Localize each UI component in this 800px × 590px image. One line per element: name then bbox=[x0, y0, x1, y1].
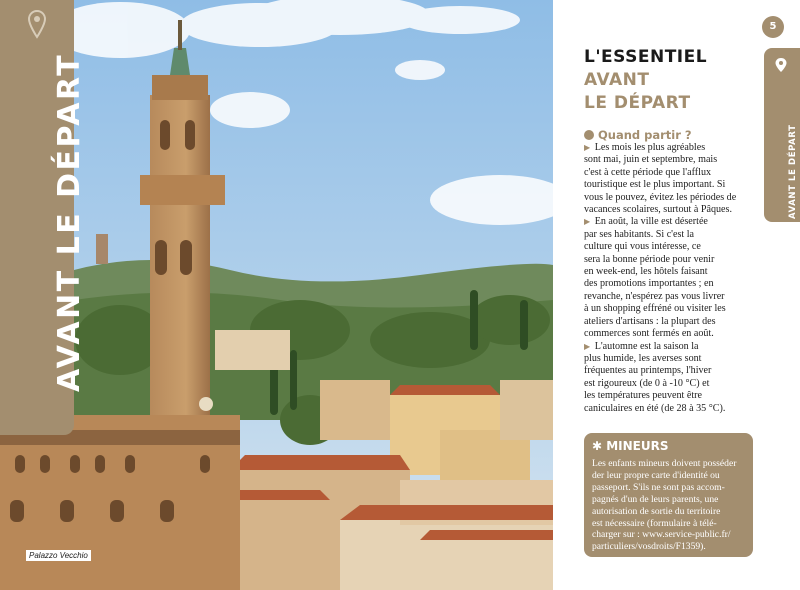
page-heading bbox=[584, 46, 707, 115]
heading-line-3: LE DÉPART bbox=[584, 93, 691, 113]
triangle-bullet-icon: ▶ bbox=[584, 143, 591, 152]
text-line: der leur propre carte d'identité ou bbox=[592, 469, 720, 481]
side-tab-label: AVANT LE DÉPART bbox=[788, 124, 798, 219]
text-line: vous le pouvez, évitez les périodes de bbox=[584, 191, 737, 203]
section-title bbox=[584, 128, 692, 142]
text-line: commerces sont fermés en août. bbox=[584, 328, 714, 340]
map-pin-icon bbox=[28, 10, 46, 40]
text-line: ▶ En août, la ville est désertée bbox=[584, 216, 708, 228]
heading-line-2: AVANT bbox=[584, 70, 650, 90]
photo-caption: Palazzo Vecchio bbox=[26, 550, 91, 561]
text-line: fréquentes au printemps, l'hiver bbox=[584, 365, 712, 377]
text-line: charger sur : www.service-public.fr/ bbox=[592, 529, 731, 541]
page-number: 5 bbox=[762, 16, 784, 38]
text-line: est rigoureux (de 0 à -10 °C) et bbox=[584, 377, 710, 389]
info-box-title: ✱ MINEURS bbox=[592, 439, 669, 453]
text-line: à un shopping effréné ou visiter les bbox=[584, 303, 726, 315]
triangle-bullet-icon: ▶ bbox=[584, 217, 591, 227]
text-line: pagnés d'un de leurs parents, une bbox=[592, 493, 719, 505]
text-line: les températures peuvent être bbox=[584, 390, 702, 402]
text-line: particuliers/vosdroits/F1359). bbox=[592, 541, 706, 553]
section-title-text: Quand partir ? bbox=[598, 128, 692, 142]
text-line: Les enfants mineurs doivent posséder bbox=[592, 458, 737, 469]
heading-line-1: L'ESSENTIEL bbox=[584, 47, 708, 67]
info-box-text bbox=[592, 458, 750, 553]
text-line: c'est à cette période que l'afflux bbox=[584, 166, 712, 178]
text-line: est nécessaire (formulaire à télé- bbox=[592, 517, 717, 529]
text-line: ▶ Les mois les plus agréables bbox=[584, 142, 706, 153]
text-line: touristique est le plus important. Si bbox=[584, 179, 726, 191]
bullet-dot-icon bbox=[584, 130, 594, 140]
side-tab[interactable] bbox=[764, 48, 800, 222]
text-line: en week-end, les hôtels faisant bbox=[584, 266, 708, 278]
text-line: passeport. S'ils ne sont pas accom- bbox=[592, 481, 725, 493]
info-box-mineurs bbox=[584, 433, 753, 557]
chapter-band bbox=[0, 0, 87, 435]
chapter-title: AVANT LE DÉPART bbox=[52, 52, 87, 392]
triangle-bullet-icon: ▶ bbox=[584, 341, 591, 351]
text-line: ▶ L'automne est la saison la bbox=[584, 340, 699, 352]
text-line: caniculaires en été (de 28 à 35 °C). bbox=[584, 402, 726, 414]
text-line: ateliers d'artisans : la plupart des bbox=[584, 315, 716, 327]
text-line: sera la bonne période pour venir bbox=[584, 253, 715, 265]
text-line: des promotions importantes ; en bbox=[584, 278, 714, 290]
map-pin-icon bbox=[775, 58, 787, 72]
text-line: revanche, n'espérez pas vous livrer bbox=[584, 290, 725, 302]
text-line: plus humide, les averses sont bbox=[584, 352, 702, 364]
text-line: vacances scolaires, surtout à Pâques. bbox=[584, 204, 732, 216]
text-line: culture qui vous intéresse, ce bbox=[584, 241, 701, 253]
section-body bbox=[584, 142, 752, 415]
text-line: par ses habitants. Si c'est la bbox=[584, 228, 695, 240]
text-line: sont mai, juin et septembre, mais bbox=[584, 154, 718, 166]
text-line: autorisation de sortie du territoire bbox=[592, 505, 721, 517]
